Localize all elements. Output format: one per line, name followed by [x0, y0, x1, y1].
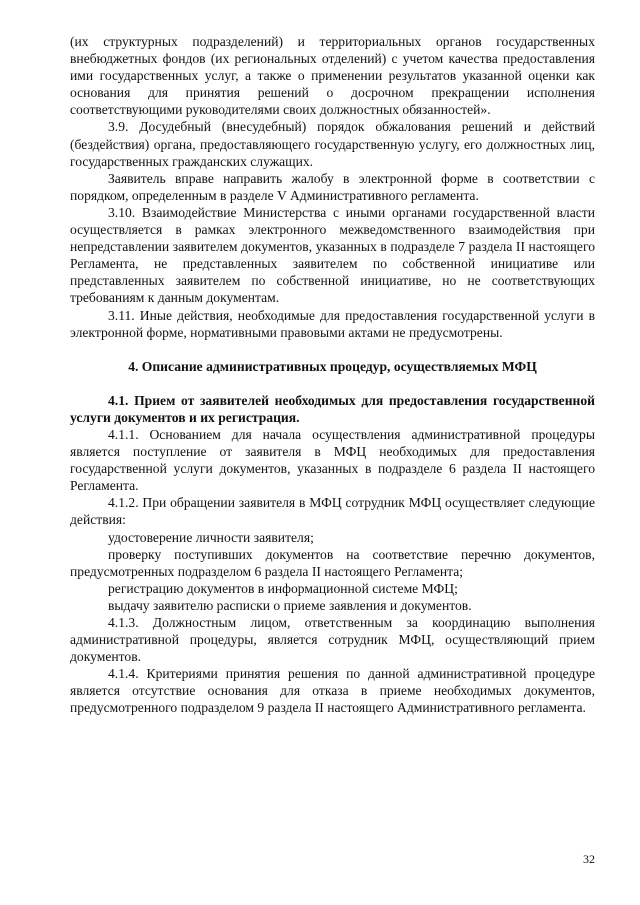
spacer: [70, 341, 595, 358]
paragraph: удостоверение личности заявителя;: [108, 529, 314, 545]
paragraph: 4.1.4. Критериями принятия решения по данной административной процедуре является отсутствие основания для отказа в приеме необходимых документов, предусмотренного подразделом 9 раздела II настоящего Административного регламента.: [70, 666, 595, 716]
paragraph: (их структурных подразделений) и территориальных органов государственных внебюджетных фондов (их региональных отделений) с учетом качества предоставления ими государственных услуг, а также о применении результатов указанной оценки как основания для принятия решений о досрочном прекращении исполнения соответствующими руководителями своих должностных обязанностей».: [70, 34, 595, 118]
paragraph: проверку поступивших документов на соответствие перечню документов, предусмотренных подразделом 6 раздела II настоящего Регламента;: [70, 546, 595, 579]
spacer: [70, 375, 595, 392]
section-heading: 4. Описание административных процедур, осуществляемых МФЦ: [128, 358, 537, 374]
page-number: 32: [583, 852, 595, 866]
document-body: [70, 33, 595, 717]
paragraph: Заявитель вправе направить жалобу в электронной форме в соответствии с порядком, определенным в разделе V Административного регламента.: [70, 170, 595, 203]
paragraph: регистрацию документов в информационной системе МФЦ;: [108, 580, 458, 596]
paragraph: 3.10. Взаимодействие Министерства с иными органами государственной власти осуществляется в рамках электронного межведомственного взаимодействия при непредставлении заявителем документов, указанных в подразделе 7 раздела II настоящего Регламента, не представленных заявителем по собственной инициативе или представленных заявителем по собственной инициативе, но не соответствующих требованиям к данным документам.: [70, 204, 595, 306]
paragraph: 4.1.2. При обращении заявителя в МФЦ сотрудник МФЦ осуществляет следующие действия:: [70, 495, 595, 528]
paragraph: 4.1.3. Должностным лицом, ответственным за координацию выполнения административной процедуры, является сотрудник МФЦ, осуществляющий прием документов.: [70, 615, 595, 665]
paragraph: выдачу заявителю расписки о приеме заявления и документов.: [108, 597, 472, 613]
paragraph: 3.11. Иные действия, необходимые для предоставления государственной услуги в электронной форме, нормативными правовыми актами не предусмотрены.: [70, 307, 595, 340]
paragraph: 4.1.1. Основанием для начала осуществления административной процедуры является поступление от заявителя в МФЦ необходимых для предоставления государственной услуги документов, указанных в подразделе 6 раздела II настоящего Регламента.: [70, 426, 595, 494]
paragraph: 3.9. Досудебный (внесудебный) порядок обжалования решений и действий (бездействия) органа, предоставляющего государственную услугу, его должностных лиц, государственных гражданских служащих.: [70, 119, 595, 169]
section-heading: 4.1. Прием от заявителей необходимых для предоставления государственной услуги документов и их регистрация.: [70, 392, 595, 425]
